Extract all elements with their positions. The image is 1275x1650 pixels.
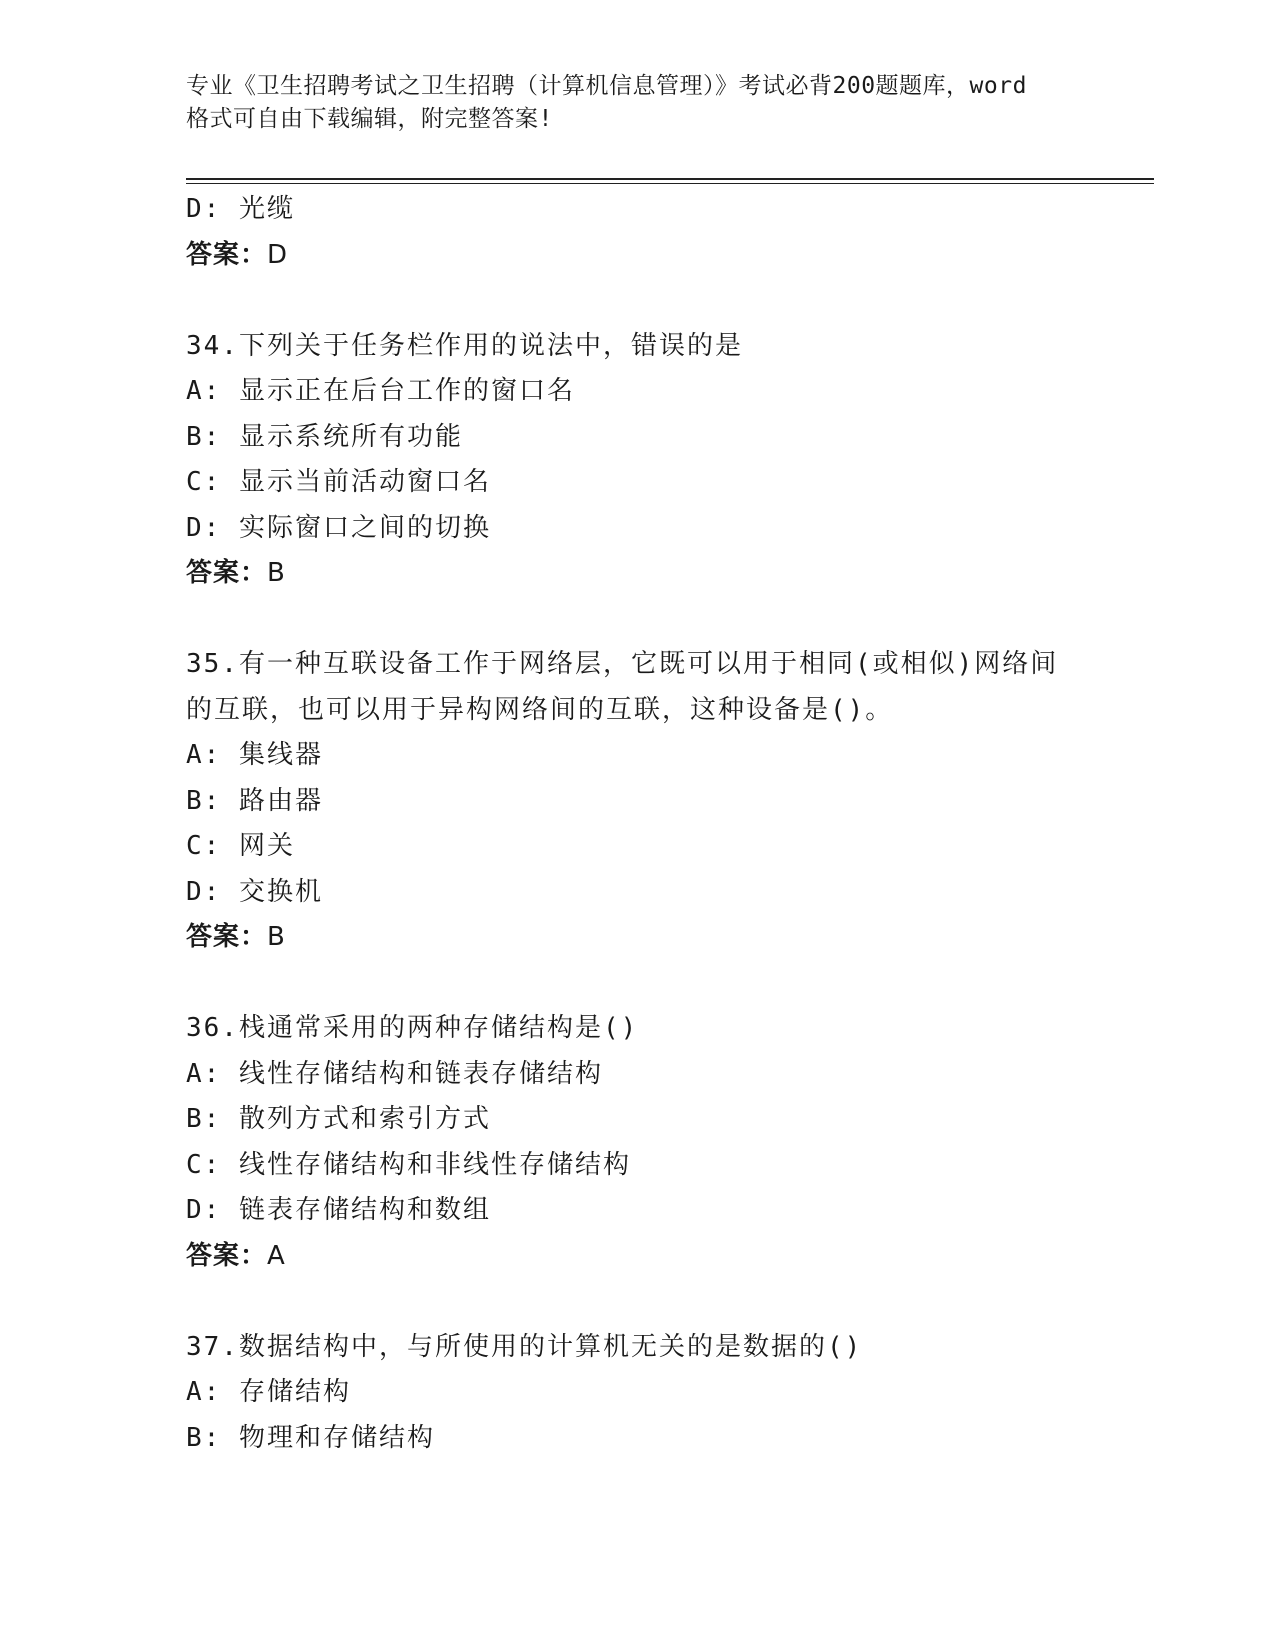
question-36-stem: 36.栈通常采用的两种存储结构是() [186, 1013, 639, 1043]
question-35-answer [186, 915, 1086, 961]
document-header [186, 70, 1086, 136]
question-34-option-d: D: 实际窗口之间的切换 [186, 512, 491, 543]
answer-value: A [267, 1240, 285, 1271]
answer-label: 答案： [186, 558, 268, 588]
question-37-option-b: B: 物理和存储结构 [186, 1422, 435, 1453]
question-35-option-a: A: 集线器 [186, 740, 323, 770]
question-37-stem: 37.数据结构中，与所使用的计算机无关的是数据的() [186, 1331, 863, 1362]
carryover-answer [186, 233, 1086, 279]
question-36-option-b: B: 散列方式和索引方式 [186, 1104, 491, 1134]
answer-value: B [267, 922, 285, 952]
spacer [186, 597, 1086, 643]
header-divider-thick [186, 178, 1154, 180]
question-34-stem: 34.下列关于任务栏作用的说法中，错误的是 [186, 330, 743, 361]
answer-value: B [267, 558, 285, 588]
question-35-stem-line-2: 的互联，也可以用于异构网络间的互联，这种设备是()。 [186, 694, 894, 725]
question-37-option-a: A: 存储结构 [186, 1377, 351, 1407]
header-title-line-1: 专业《卫生招聘考试之卫生招聘（计算机信息管理）》考试必背200题题库，word [186, 73, 1027, 99]
carryover-option-d: D: 光缆 [186, 194, 295, 224]
header-title-line-2: 格式可自由下载编辑，附完整答案! [186, 106, 553, 132]
spacer [186, 961, 1086, 1007]
document-body [186, 187, 1086, 1461]
question-35-option-b: B: 路由器 [186, 785, 323, 816]
question-34-option-c: C: 显示当前活动窗口名 [186, 467, 491, 497]
question-34-answer [186, 551, 1086, 597]
question-35-stem-line-1: 35.有一种互联设备工作于网络层，它既可以用于相同(或相似)网络间 [186, 649, 1059, 679]
answer-label: 答案： [186, 922, 268, 952]
answer-value: D [267, 239, 288, 270]
question-36-option-c: C: 线性存储结构和非线性存储结构 [186, 1149, 631, 1180]
answer-label: 答案： [186, 239, 268, 270]
question-35-option-d: D: 交换机 [186, 876, 323, 907]
question-36-option-a: A: 线性存储结构和链表存储结构 [186, 1058, 603, 1089]
answer-label: 答案： [186, 1240, 268, 1271]
spacer [186, 278, 1086, 324]
question-36-answer [186, 1234, 1086, 1280]
header-divider-thin [186, 183, 1154, 184]
spacer [186, 1279, 1086, 1325]
question-34-option-b: B: 显示系统所有功能 [186, 421, 463, 452]
question-36-option-d: D: 链表存储结构和数组 [186, 1195, 491, 1225]
question-34-option-a: A: 显示正在后台工作的窗口名 [186, 376, 575, 406]
question-35-option-c: C: 网关 [186, 831, 295, 861]
